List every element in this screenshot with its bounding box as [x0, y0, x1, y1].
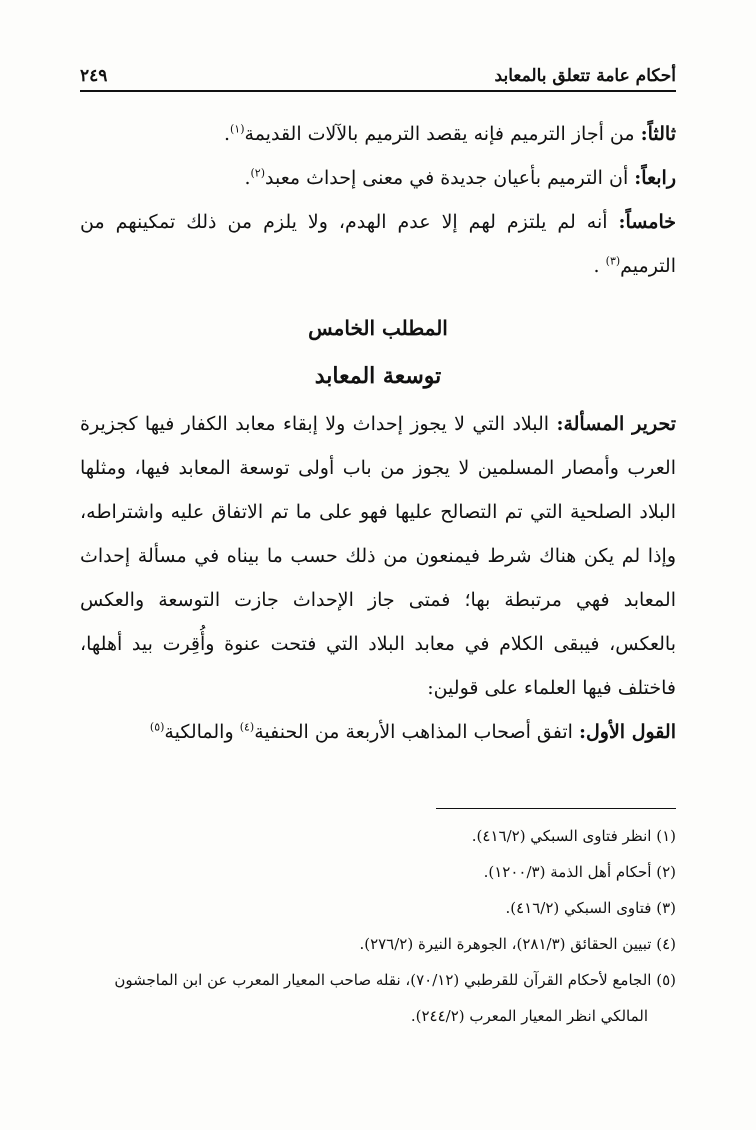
point-fourth [80, 156, 676, 200]
point-lead: خامساً: [618, 211, 676, 233]
footnotes [80, 818, 676, 1034]
footnote-ref: (١) [230, 122, 245, 136]
footnote-3: (٣) فتاوى السبكي (٤١٦/٢). [505, 899, 676, 917]
point-fifth [80, 200, 676, 288]
issue-paragraph [80, 402, 676, 710]
running-title: أحكام عامة تتعلق بالمعابد [494, 66, 676, 86]
issue-text: البلاد التي لا يجوز إحداث ولا إبقاء معابد الكفار فيها كجزيرة العرب وأمصار المسلمين لا يجوز من باب أولى توسعة المعابد فيها، ومثلها البلاد الصلحية التي تم التصالح عليها فهو على ما تم الاتفاق عليه واشتراطه، وإذا لم يكن هناك شرط فيمنعون من ذلك حسب ما بيناه في مسألة إحداث المعابد فهي مرتبطة بها؛ فمتى جاز الإحداث جازت التوسعة والعكس بالعكس، فيبقى الكلام في معابد البلاد التي فتحت عنوة وأُقِرت بيد أهلها، فاختلف فيها العلماء على قولين: [80, 413, 676, 699]
point-text: أن الترميم بأعيان جديدة في معنى إحداث معبد [265, 167, 635, 189]
point-lead: رابعاً: [634, 167, 676, 189]
point-third [80, 112, 676, 156]
footnote-5-continued: المالكي انظر المعيار المعرب (٢٤٤/٢). [410, 1007, 648, 1025]
footnote-1: (١) انظر فتاوى السبكي (٤١٦/٢). [471, 827, 676, 845]
first-opinion [80, 710, 676, 754]
footnote-ref: (٤) [239, 720, 255, 734]
main-text [80, 112, 676, 754]
point-tail: . [244, 167, 251, 189]
issue-lead: تحرير المسألة: [556, 413, 676, 435]
footnote-ref: (٢) [250, 166, 266, 180]
section-title: توسعة المعابد [314, 363, 442, 389]
opinion-text: اتفق أصحاب المذاهب الأربعة من الحنفية [254, 721, 579, 743]
page-number: ٢٤٩ [80, 66, 108, 86]
footnote-2: (٢) أحكام أهل الذمة (١٢٠٠/٣). [483, 863, 676, 881]
point-lead: ثالثاً: [640, 123, 676, 145]
point-tail: . [593, 255, 606, 277]
footnote-ref: (٥) [149, 720, 165, 734]
opinion-lead: القول الأول: [578, 721, 676, 743]
point-text: من أجاز الترميم فإنه يقصد الترميم بالآلات القديمة [244, 123, 641, 145]
footnote-5: (٥) الجامع لأحكام القرآن للقرطبي (٧٠/١٢)، نقله صاحب المعيار المعرب عن ابن الماجشون [114, 971, 676, 989]
point-text: أنه لم يلتزم لهم إلا عدم الهدم، ولا يلزم من ذلك تمكينهم من الترميم [80, 211, 676, 277]
footnote-divider [436, 808, 676, 809]
point-tail: . [223, 123, 230, 145]
footnote-ref: (٣) [605, 254, 621, 268]
opinion-mid: والمالكية [164, 721, 240, 743]
section-heading: المطلب الخامس [308, 316, 448, 340]
footnote-4: (٤) تبيين الحقائق (٢٨١/٣)، الجوهرة النيرة (٢٧٦/٢). [359, 935, 676, 953]
page-header [80, 54, 676, 92]
